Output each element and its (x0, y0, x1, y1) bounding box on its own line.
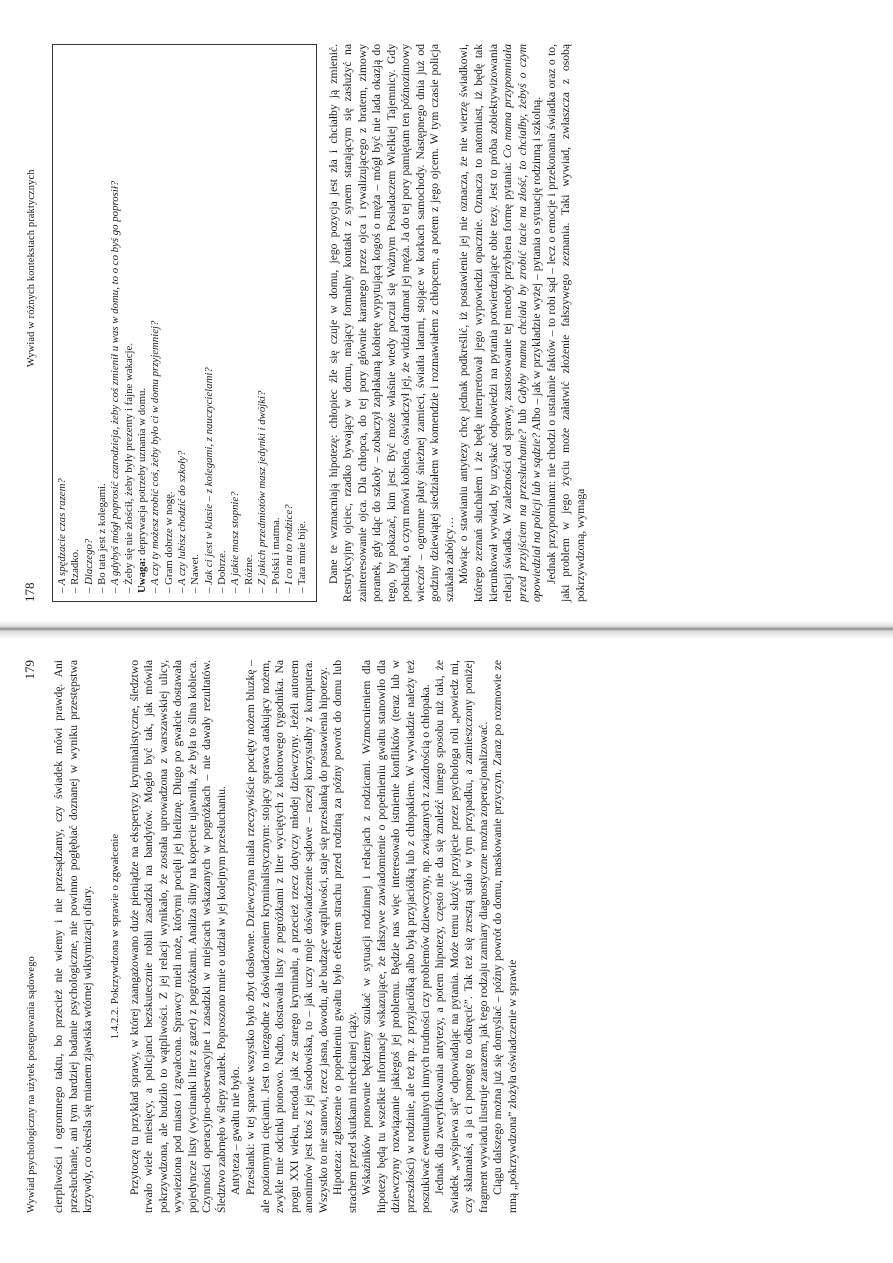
transcript-line: – Dlaczego? (82, 538, 95, 593)
transcript-line: – Tata mnie bije. (296, 520, 309, 593)
transcript-line: – Polski i matma. (269, 517, 282, 593)
paragraph: Dane te wzmacniają hipotezę: chłopiec źle się czuje w domu, jego pozycja jest zła i chciałby ją zmienić. Restrykcyjny ojciec, rzadko bywający w domu, mający formalny kontakt z synem starającym się zasłużyć na zainteresowanie ojca. Dla chłopca, do tej pory głównie karanego przez ojca i rywalizującego z bratem, zimowy poranek, gdy idąc do szkoły – zobaczył zapłakaną kobietę wypytującą kogoś o męża – mógł być nie lada okazją do tego, by pokazać, kim jest. Być może właśnie wtedy poczuł się Ważnym Posiadaczem Wielkiej Tajemnicy. Gdy posłuchał, o czym mówi kobieta, oświadczył jej, że widział dramat jej męża. Ja do tej pory pamiętam ten późnozimowy wieczór – ogromne płaty śnieżnej zamieci, światła latarni, stojące w korkach samochody. Następnego dnia już od godziny dziewiątej siedziałem w komendzie i rozmawiałem z chłopcem, a potem z jego ojcem. W tym czasie policja szukała zabójcy… (326, 44, 456, 602)
paragraph: Jednak dla zweryfikowania antytezy, a potem hipotezy, często nie da się znaleźć innego sposobu niż taki, że świadek „wyśpiewa się” odpowiadając na pytania. Może temu służyć przyjęcie przez psychologa roli „powiedz mi, czy skłamałaś, a ja ci pomogę to odkręcić”. Tak też się zresztą stało w tym przypadku, a zamieszczony poniżej fragment wywiadu ilustruje zarazem, jak tego rodzaju zamiary diagnostyczne można zoperacjonalizować. (433, 660, 490, 1213)
paragraph: Wskaźników ponownie będziemy szukać w sytuacji rodzinnej i relacjach z rodzicami. Wzmocnieniem dla hipotezy będą tu wszelkie informacje wskazujące, że fałszywe zawiadomienie o popełnieniu gwałtu stanowiło dla dziewczyny rozwiązanie jakiegoś jej problemu. Będzie nas więc interesowało istnienie konfliktów (teraz lub w przeszłości) w rodzinie, ale też np. z przyjaciółką albo byłą przyjaciółką lub z chłopakiem. W wywiadzie należy też poszukiwać ewentualnych innych trudności czy problemów dziewczyny, np. związanych z zazdrością o chłopaka. (360, 660, 432, 1213)
transcript-line: – A czy lubisz chodzić do szkoły? (176, 450, 189, 593)
paragraph: Jednak przypominam: nie chodzi o ustalanie faktów – to robi sąd – lecz o emocje i przekonania świadka oraz o to, jaki problem w jego życiu może załatwić złożenie fałszywego zeznania. Taki wywiad, zwłaszcza z osobą pokrzywdzoną, wymaga (544, 44, 587, 602)
interview-transcript-box (52, 44, 317, 602)
paragraph (457, 44, 544, 602)
paragraph: cierpliwości i ogromnego taktu, bo przecież nie wiemy i nie przesądzamy, czy świadek mówi prawdę. Ani przesłuchanie, ani tym bardziej badanie psychologiczne, nie powinno pogłębiać doznanej w wyniku przestępstwa krzywdy, co określa się mianem zjawiska wtórnej wiktymizacji ofiary. (52, 660, 95, 1213)
running-head-left (22, 44, 38, 602)
paragraph: Przytoczę tu przykład sprawy, w której zaangażowano duże pieniądze na ekspertyzy kryminalistyczne, śledztwo trwało wiele miesięcy, a policjanci bezskutecznie robili zasadzki na bandytów. Mogło być tak, jak mówiła pokrzywdzona, ale budziło to wątpliwości. Z jej relacji wynikało, że została uprowadzona z warszawskiej ulicy, wywieziona pod miasto i zgwałcona. Sprawcy mieli noże, którymi pocięli jej bieliznę. Długo po gwałcie dostawała pojedyncze listy (wycinanki liter z gazet) z pogróżkami. Analiza śliny na kopercie ujawniła, że była to ślina kobieca. Czynności operacyjno-obserwacyjne i zasadzki w miejscach wskazanych w pogróżkach – nie dawały rezultatów. Śledztwo zabrnęło w ślepy zaułek. Poproszono mnie o udział w jej kolejnym przesłuchaniu. (127, 660, 228, 1213)
note-label: Uwaga: (136, 557, 149, 593)
transcript-line: – A gdybyś mógł poprosić czarodzieja, żeby coś zmienił u was w domu, to o co byś go poprosił? (109, 180, 122, 593)
page-number: 178 (22, 582, 37, 602)
transcript-line: – Rzadko. (69, 549, 82, 593)
transcript-line: – Bo tata jest z kolegami. (96, 483, 109, 593)
paragraph: Antyteza – gwałtu nie było. (229, 1066, 243, 1195)
paragraph: Przesłanki: w tej sprawie wszystko było zbyt dosłowne. Dziewczyna miała rzeczywiście pocięty nożem bluzkę – ale poziomymi cięciami. Jest to niezgodne z doświadczeniem kryminalistycznym: stojący sprawca atakujący nożem, zwykle tnie odcinki pionowo. Nadto, dostawała listy z pogróżkami z liter wyciętych z kolorowego tygodnika. Na progu XXI wieku, metoda jak ze starego kryminału, a przecież rzecz dotyczy młodej dziewczyny. Jeżeli autorem anonimów jest ktoś z jej środowiska, to – jak uczy moje doświadczenie sądowe – raczej korzystałby z komputera. Wszystko to nie stanowi, rzecz jasna, dowodu, ale budzące wątpliwości, staje się przesłanką do postawienia hipotezy. (244, 660, 330, 1213)
section-title: 1.4.2.2. Pokrzywdzona w sprawie o zgwałcenie (108, 833, 121, 1040)
transcript-line: – Dobrze. (216, 550, 229, 593)
left-page (0, 0, 893, 620)
page-number: 179 (22, 660, 37, 680)
running-head-right (22, 660, 38, 1213)
running-title: Wywiad psychologiczny na użytek postępowania sądowego (26, 956, 37, 1213)
paragraph: Hipoteza: zgłoszenie o popełnieniu gwałtu było efektem strachu przed rodziną za późny powrót do domu lub strachem przed skutkami niechcianej ciąży. (331, 660, 359, 1213)
running-title: Wywiad w różnych kontekstach praktycznych (26, 169, 37, 368)
transcript-line: – Z jakich przedmiotów masz jedynki i dwójki? (256, 390, 269, 593)
transcript-line: – Gram dobrze w nogę. (162, 491, 175, 593)
transcript-line: – Jak ci jest w klasie – z kolegami, z nauczycielami? (202, 367, 215, 593)
transcript-line: – A spędzacie czas razem? (56, 478, 68, 593)
transcript-line: – I co na to rodzice? (282, 504, 295, 593)
right-page (0, 638, 893, 1263)
transcript-line: – A jakie masz stopnie? (229, 491, 242, 593)
example-question: Gdyby mama chciała by zrobić tacie na złość, to chciałby, żebyś o czym opowiedział na policji lub w sądzie? (515, 44, 544, 602)
book-spine (0, 621, 893, 639)
example-question: Co mama przypomniała przed przyjściem na przesłuchanie? (501, 44, 529, 602)
paragraph-text: Mówiąc o stawianiu antytezy chcę jednak podkreślić, iż postawienie jej nie oznacza, że nie wierzę świadkowi, którego zeznań słuchałem i że będę interpretował jego wypowiedzi opacznie. Oznacza to natomiast, iż będę tak kierunkował wywiad, by uzyskać odpowiedzi na pytania potwierdzające obie tezy. Jest to próba zobiektywizowania relacji świadka. W zależności od sprawy, zastosowanie tej metody przybiera formę pytania: (457, 44, 515, 602)
paragraph: Ciągu dalszego można już się domyślać – późny powrót do domu, maskowanie przyczyn. Zaraz po rozmowie ze mną „pokrzywdzona” złożyła oświadczenie w sprawie (491, 660, 519, 1213)
transcript-line: – Żeby się nie złościł, żeby były prezenty i fajne wakacje. (122, 342, 135, 593)
transcript-line: – Różne. (242, 554, 255, 593)
transcript-line: – A czy ty możesz zrobić coś, żeby było ci w domu przyjemniej? (149, 320, 162, 593)
transcript-line: – Nawet. (189, 554, 202, 593)
paragraph-text: Albo – jak w przykładzie wyżej – pytania o sytuację rodzinną i szkolną. (530, 96, 544, 433)
paragraph-text: lub (515, 403, 529, 430)
transcript-note: Uwaga: deprywacja potrzeby uznania w domu. (136, 387, 149, 593)
